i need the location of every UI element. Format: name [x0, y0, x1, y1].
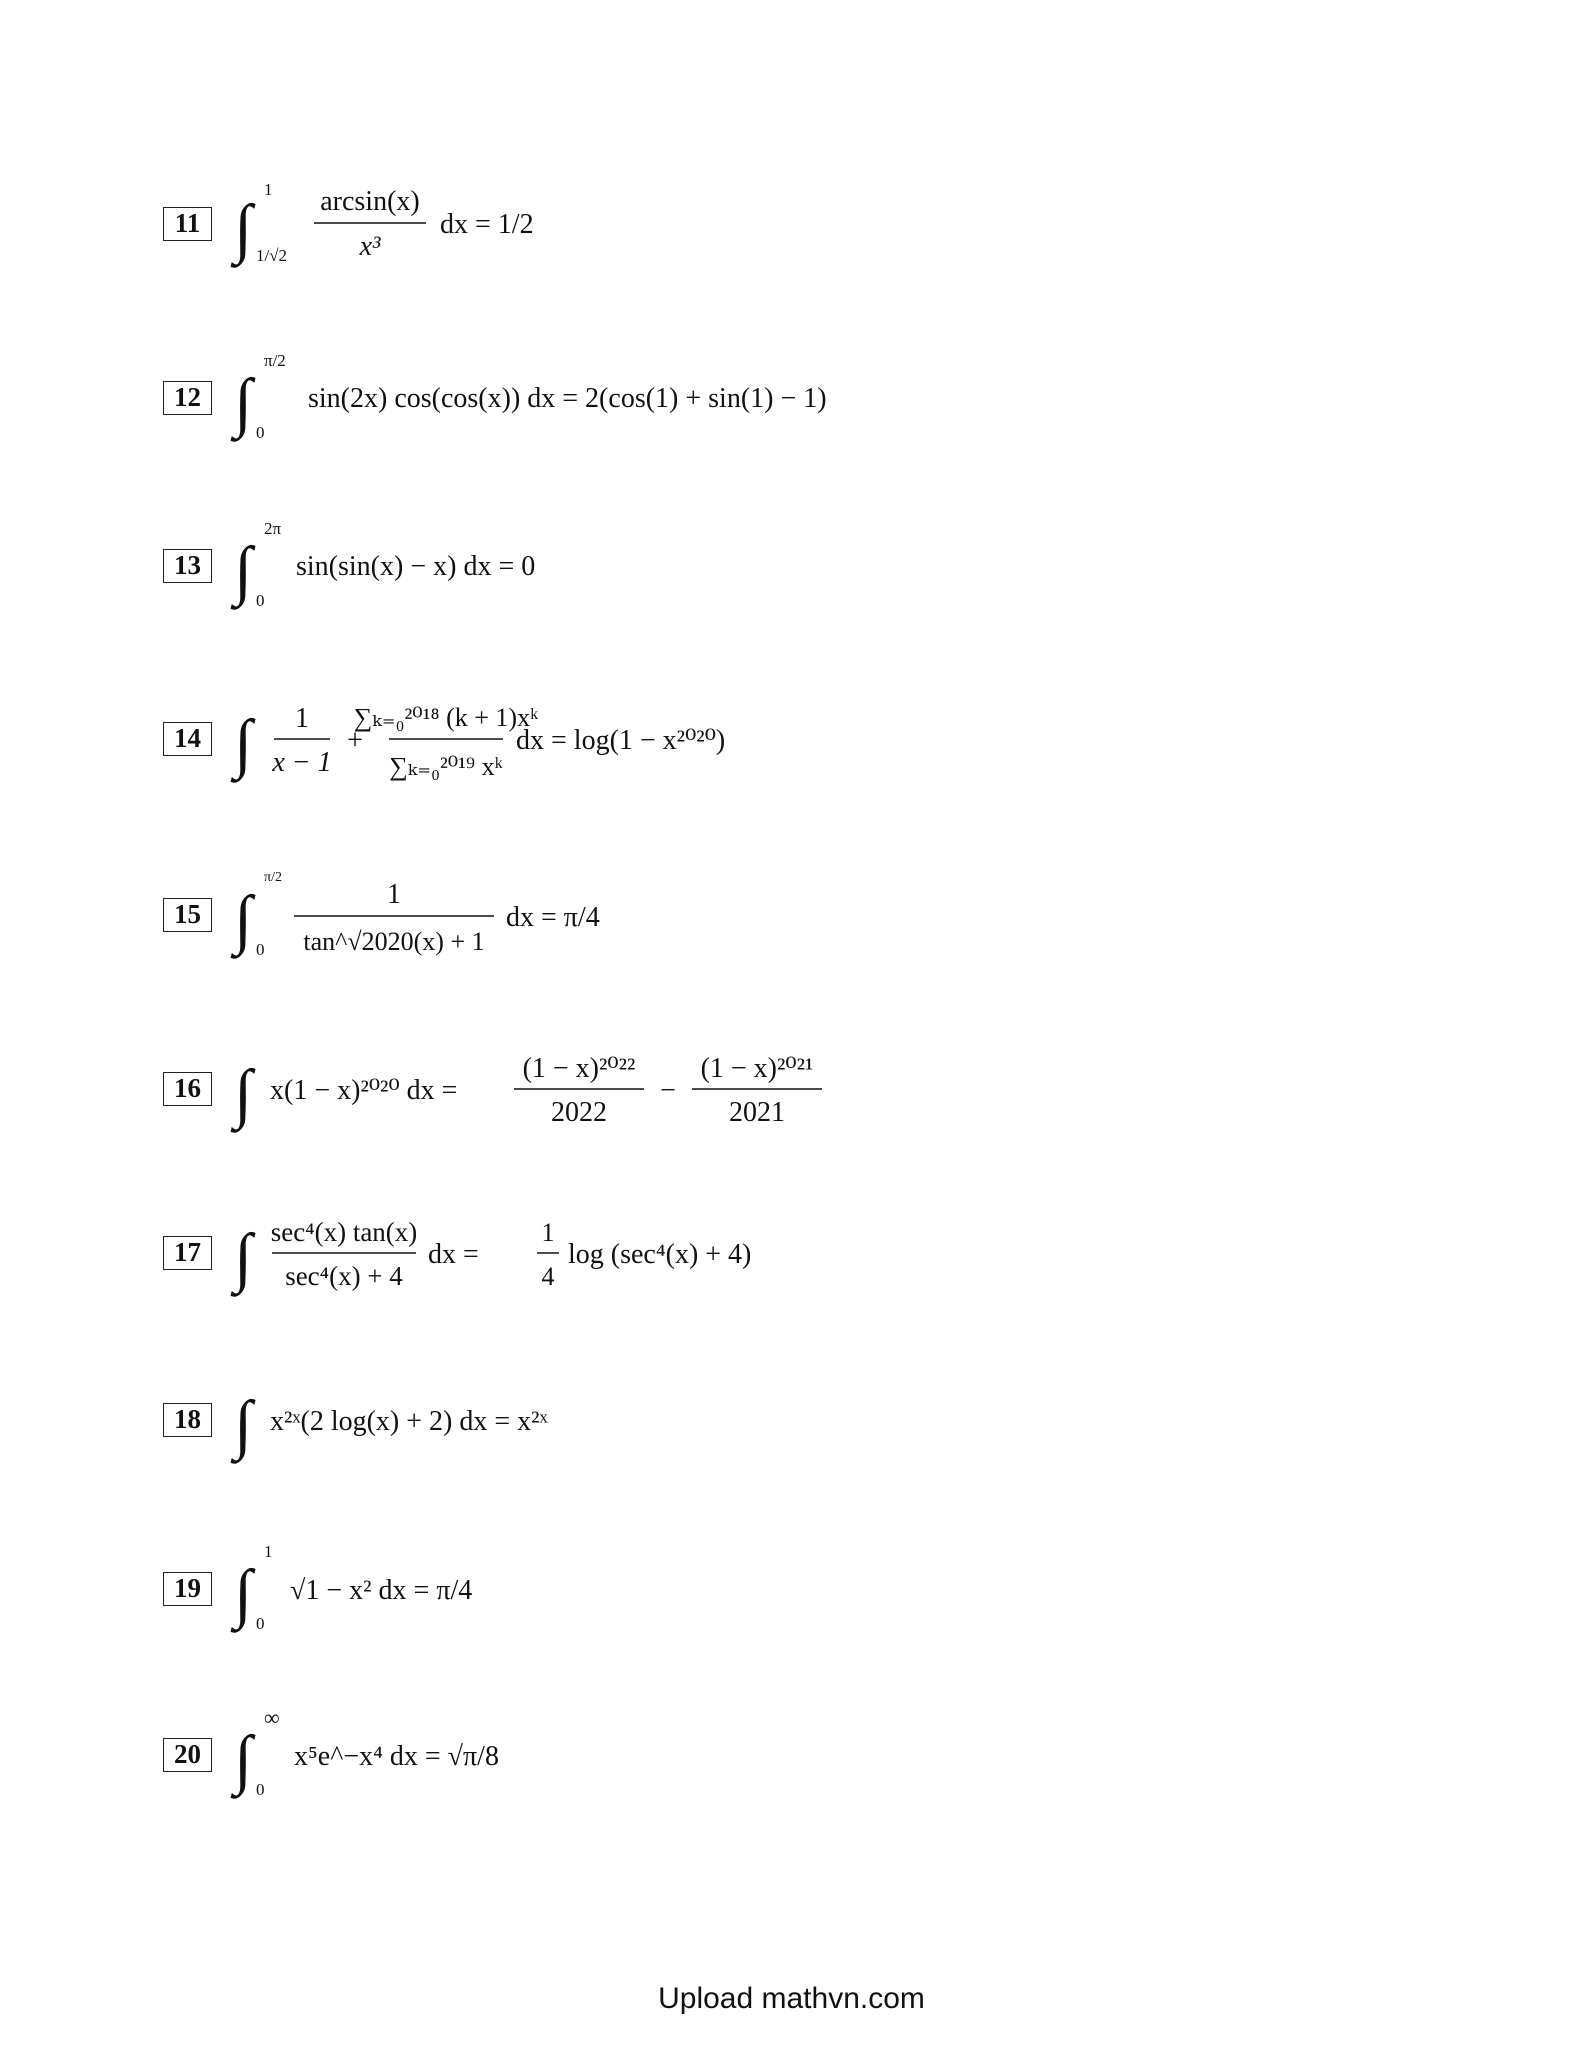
plus-sign: +: [347, 725, 363, 756]
integral-sign: ∫: [234, 1057, 253, 1130]
integral-sign: ∫: [234, 1221, 253, 1294]
problem-number: 19: [163, 1572, 212, 1606]
integrand: x²ˣ(2 log(x) + 2) dx = x²ˣ: [270, 1406, 548, 1437]
rhs: dx = log(1 − x²⁰²⁰): [516, 725, 726, 756]
integrand: sin(sin(x) − x) dx = 0: [296, 551, 536, 582]
equation: [234, 1699, 1534, 1809]
lhs: x(1 − x)²⁰²⁰ dx =: [270, 1075, 458, 1106]
equation: [234, 1033, 1534, 1143]
problem-number: 12: [163, 381, 212, 415]
sum-numerator: ∑ₖ₌₀²⁰¹⁸ (k + 1)xᵏ: [353, 703, 539, 732]
fraction-denominator: x − 1: [272, 747, 332, 778]
integral-sign: ∫: [234, 534, 253, 607]
footer-text: Upload mathvn.com: [658, 1982, 925, 2015]
lower-limit: 0: [256, 1614, 265, 1633]
equation: [234, 1197, 1534, 1307]
fraction-numerator: 1: [295, 703, 309, 734]
denominator: x³: [359, 231, 381, 262]
fraction-numerator: (1 − x)²⁰²¹: [700, 1053, 814, 1084]
middle-text: dx =: [428, 1239, 479, 1270]
equation: [234, 859, 1534, 969]
equation: [234, 1364, 1534, 1474]
integral-sign: ∫: [234, 366, 253, 439]
fraction-denominator: 2022: [551, 1097, 607, 1128]
upper-limit: 2π: [264, 519, 282, 538]
lower-limit: 0: [256, 1780, 265, 1799]
integral-sign: ∫: [234, 1557, 253, 1630]
problem-number: 14: [163, 722, 212, 756]
equation: [234, 510, 1534, 620]
equation: [234, 1533, 1534, 1643]
lower-limit: 1/√2: [256, 246, 288, 265]
rhs: dx = π/4: [506, 902, 600, 933]
minus-sign: −: [660, 1075, 676, 1106]
lower-limit: 0: [256, 940, 265, 959]
problem-number: 16: [163, 1072, 212, 1106]
integral-sign: ∫: [234, 1723, 253, 1796]
problem-number: 17: [163, 1236, 212, 1270]
fraction-denominator: 2021: [729, 1097, 785, 1128]
coefficient-numerator: 1: [541, 1218, 555, 1247]
fraction-numerator: (1 − x)²⁰²²: [522, 1053, 636, 1084]
problem-number: 18: [163, 1403, 212, 1437]
fraction-denominator: sec⁴(x) + 4: [285, 1261, 403, 1291]
integral-sign: ∫: [234, 883, 253, 956]
fraction-numerator: sec⁴(x) tan(x): [270, 1217, 418, 1247]
problem-number: 11: [163, 207, 212, 241]
sum-denominator: ∑ₖ₌₀²⁰¹⁹ xᵏ: [389, 752, 503, 781]
integral-sign: ∫: [234, 1388, 253, 1461]
lower-limit: 0: [256, 591, 265, 610]
numerator: arcsin(x): [320, 186, 420, 217]
upper-limit: π/2: [264, 351, 286, 370]
coefficient-denominator: 4: [541, 1262, 555, 1291]
rhs: log (sec⁴(x) + 4): [568, 1239, 752, 1270]
upper-limit: ∞: [264, 1705, 280, 1730]
upper-limit: 1: [264, 1542, 273, 1561]
integral-sign: ∫: [234, 192, 253, 265]
upper-limit: π/2: [264, 870, 282, 885]
upper-limit: 1: [264, 180, 273, 199]
equation: [234, 342, 1534, 452]
equation: [234, 683, 1534, 793]
rhs: dx = 1/2: [440, 209, 534, 240]
numerator: 1: [387, 879, 401, 910]
denominator: tan^√2020(x) + 1: [303, 927, 485, 956]
lower-limit: 0: [256, 423, 265, 442]
problem-number: 20: [163, 1738, 212, 1772]
problem-number: 15: [163, 898, 212, 932]
equation: [234, 168, 1534, 278]
integrand: √1 − x² dx = π/4: [290, 1575, 473, 1606]
integral-sign: ∫: [234, 707, 253, 780]
problem-number: 13: [163, 549, 212, 583]
integrand: sin(2x) cos(cos(x)) dx = 2(cos(1) + sin(1) − 1): [308, 383, 827, 414]
integrand: x⁵e^−x⁴ dx = √π/8: [294, 1741, 499, 1772]
